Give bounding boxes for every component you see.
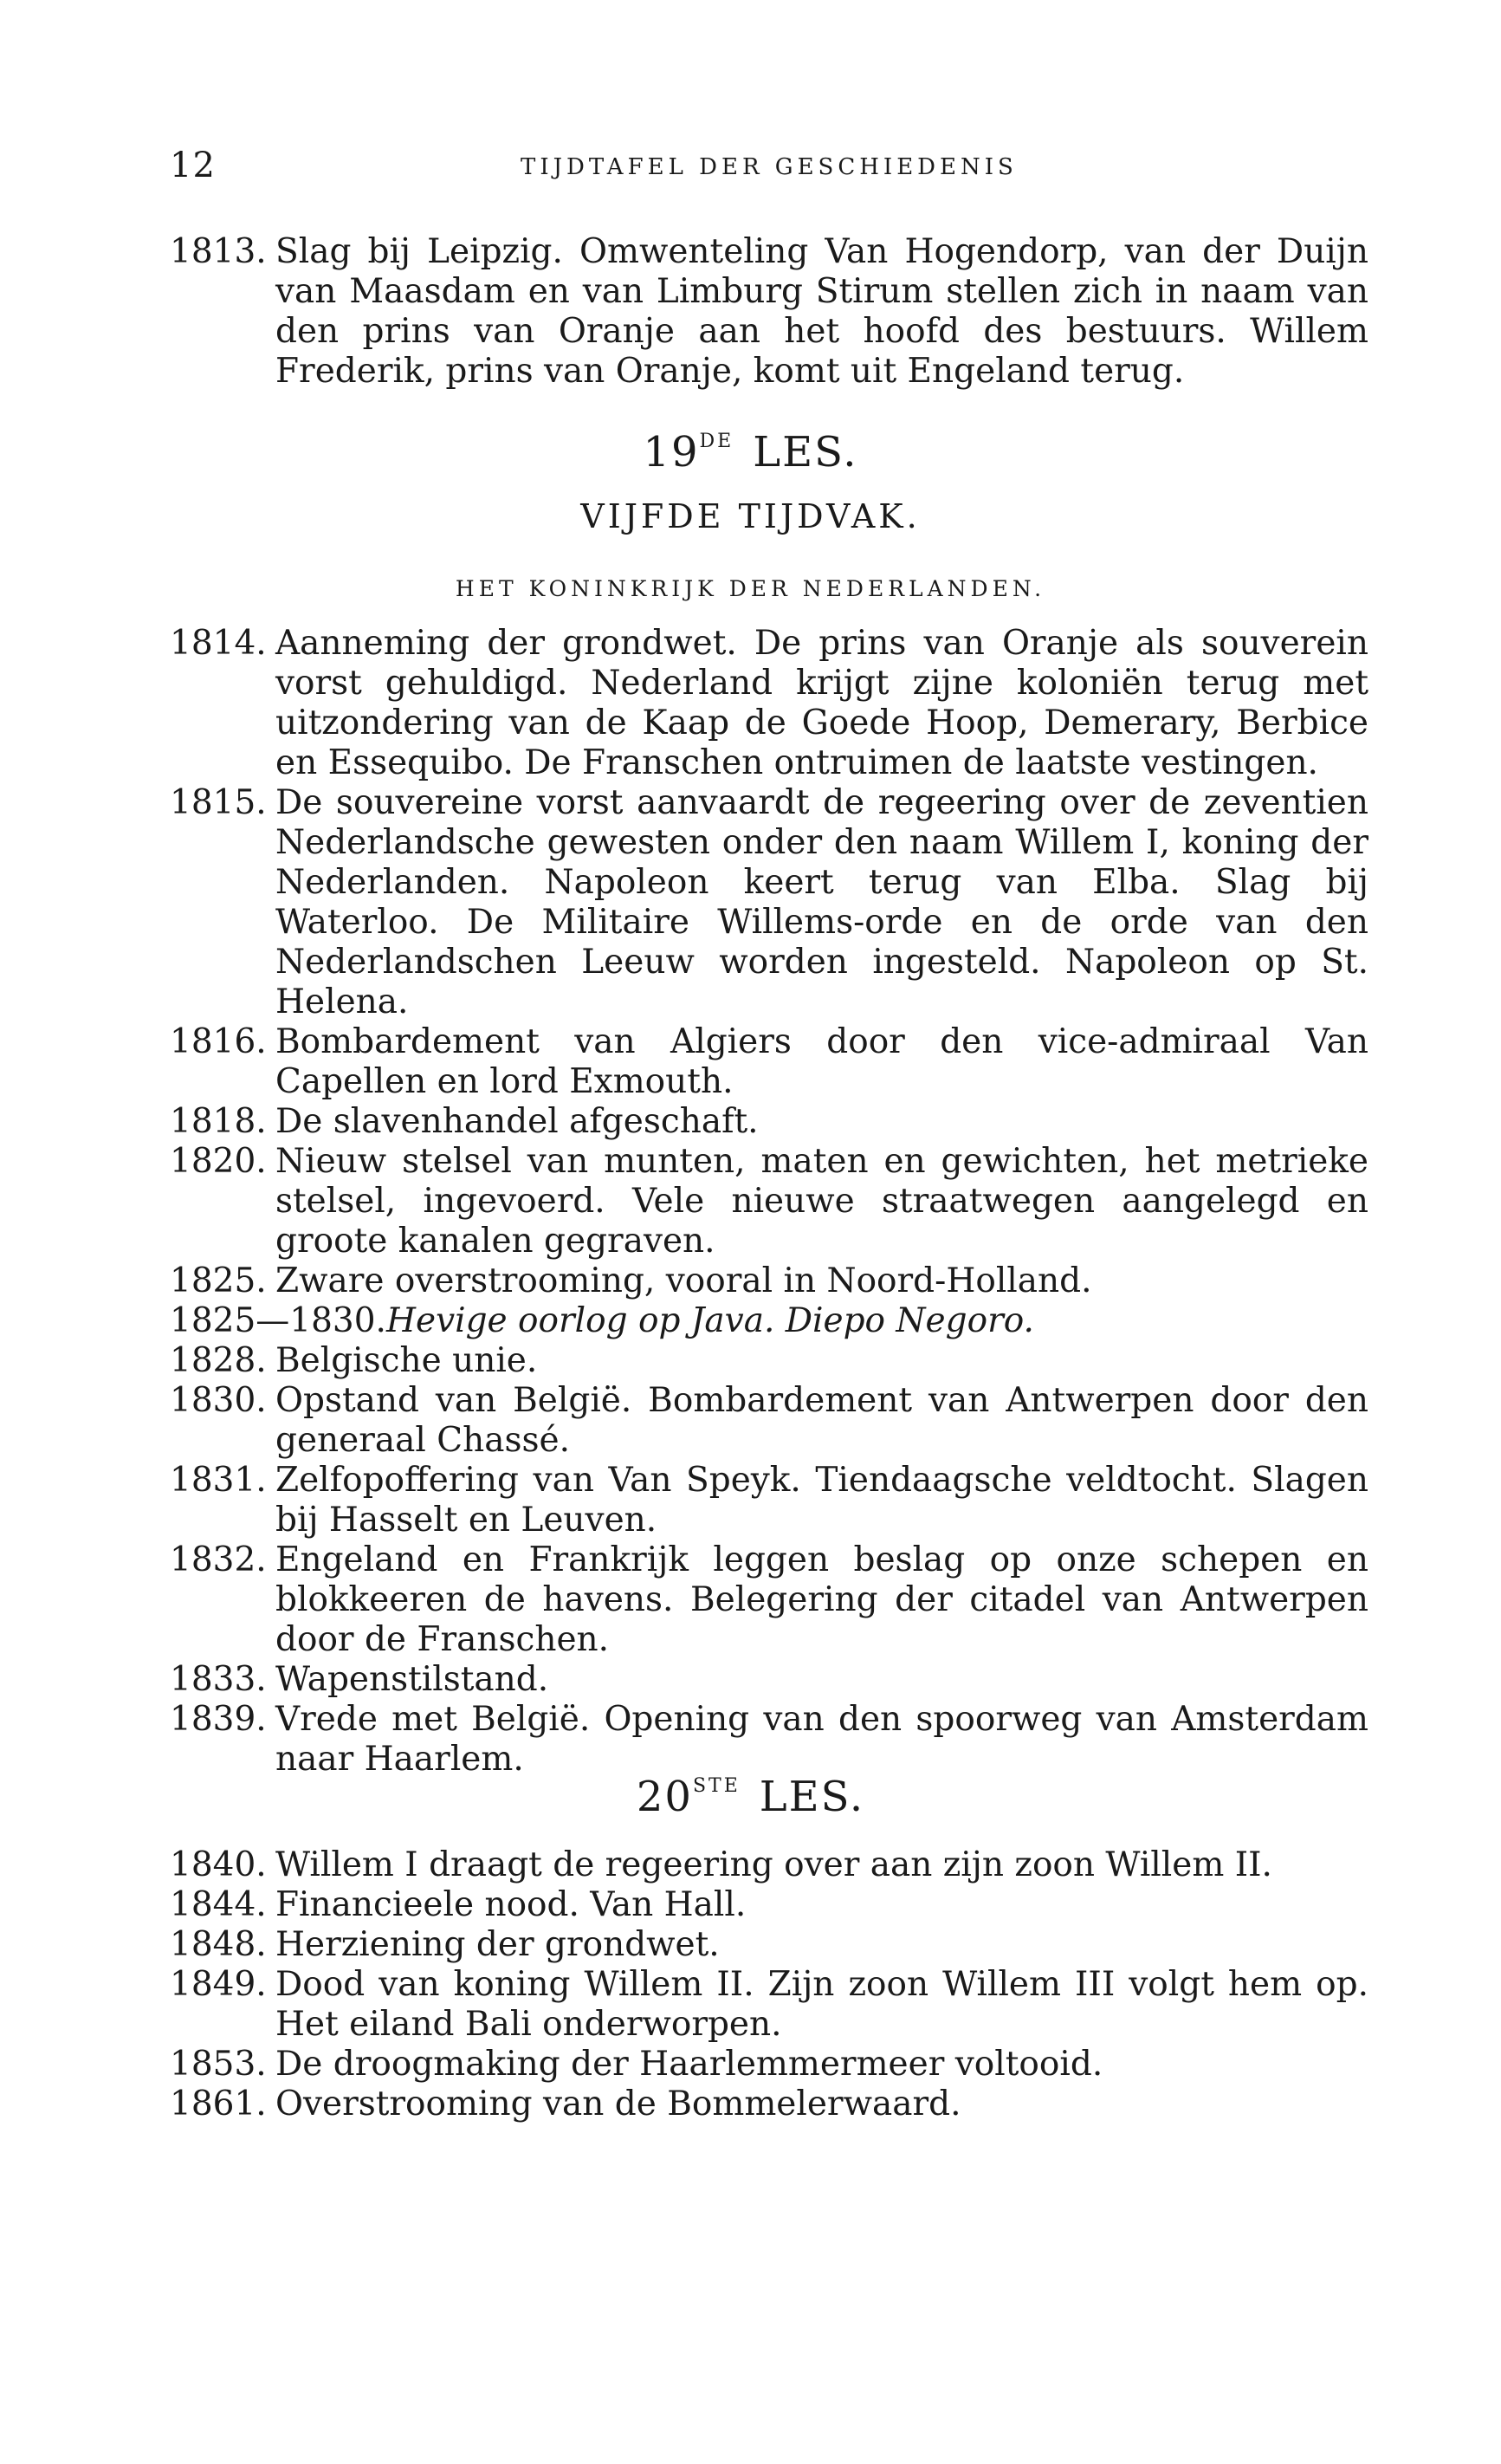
entry-year: 1853. bbox=[170, 2045, 267, 2084]
entry-text: Nieuw stelsel van munten, maten en gewichten, het metrieke stelsel, ingevoerd. Vele nieuwe straatwegen aangelegd en groote kanalen gegraven. bbox=[275, 1142, 1368, 1261]
entry-text: Slag bij Leipzig. Omwenteling Van Hogendorp, van der Duijn van Maasdam en van Limburg Stirum stellen zich in naam van den prins van Oranje aan het hoofd des bestuurs. Willem Frederik, prins van Oranje, komt uit Engeland terug. bbox=[275, 232, 1368, 391]
entry-text: Bombardement van Algiers door den vice-admiraal Van Capellen en lord Exmouth. bbox=[275, 1022, 1368, 1101]
entry-year: 1844. bbox=[170, 1885, 267, 1924]
entry-year: 1833. bbox=[170, 1660, 267, 1699]
chronology-entry bbox=[170, 1261, 1368, 1301]
entry-year: 1814. bbox=[170, 624, 267, 663]
running-title: TIJDTAFEL DER GESCHIEDENIS bbox=[521, 154, 1018, 180]
lesson-suffix: DE bbox=[699, 431, 734, 452]
entry-text: Opstand van België. Bombardement van Antwerpen door den generaal Chassé. bbox=[275, 1381, 1368, 1460]
entry-text: Vrede met België. Opening van den spoorweg van Amsterdam naar Haarlem. bbox=[275, 1700, 1368, 1779]
chronology-entry bbox=[170, 1022, 1368, 1102]
entry-year: 1831. bbox=[170, 1461, 267, 1500]
entry-year: 1861. bbox=[170, 2085, 267, 2124]
entry-text: Willem I draagt de regeering over aan zijn zoon Willem II. bbox=[275, 1845, 1272, 1884]
entry-year: 1832. bbox=[170, 1540, 267, 1579]
entry-year: 1820. bbox=[170, 1142, 267, 1181]
chronology-entry bbox=[170, 1885, 1368, 1925]
chronology-entry bbox=[170, 1301, 1368, 1341]
chronology-entry bbox=[170, 1845, 1368, 1885]
page-number: 12 bbox=[170, 146, 216, 185]
entry-text: De droogmaking der Haarlemmermeer voltooid. bbox=[275, 2045, 1103, 2084]
entry-text: Aanneming der grondwet. De prins van Oranje als souverein vorst gehuldigd. Nederland krijgt zijne koloniën terug met uitzondering van de Kaap de Goede Hoop, Demerary, Berbice en Essequibo. De Franschen ontruimen de laatste vestingen. bbox=[275, 624, 1368, 782]
chronology-entry bbox=[170, 1142, 1368, 1261]
chronology-entry bbox=[170, 232, 1368, 392]
entry-text: Herziening der grondwet. bbox=[275, 1925, 720, 1964]
lesson-20-entries bbox=[170, 1845, 1368, 2124]
entry-text: Hevige oorlog op Java. Diepo Negoro. bbox=[386, 1301, 1034, 1340]
chronology-entry bbox=[170, 2085, 1368, 2124]
entry-year: 1813. bbox=[170, 232, 267, 271]
entry-block-1813 bbox=[170, 232, 1368, 392]
chronology-entry bbox=[170, 1102, 1368, 1142]
entry-year: 1825—1830. bbox=[170, 1301, 386, 1340]
chronology-entry bbox=[170, 1925, 1368, 1965]
lesson-suffix: STE bbox=[692, 1775, 741, 1797]
lesson-19-entries bbox=[170, 624, 1368, 1780]
entry-year: 1849. bbox=[170, 1965, 267, 2004]
lesson-word: LES. bbox=[759, 1773, 865, 1821]
tijdvak-heading: VIJFDE TIJDVAK. bbox=[580, 497, 921, 535]
entry-year: 1828. bbox=[170, 1341, 267, 1380]
chronology-entry bbox=[170, 1700, 1368, 1780]
entry-year: 1848. bbox=[170, 1925, 267, 1964]
chronology-entry bbox=[170, 1341, 1368, 1381]
entry-text: Zware overstrooming, vooral in Noord-Holland. bbox=[275, 1261, 1092, 1300]
entry-text: Financieele nood. Van Hall. bbox=[275, 1885, 747, 1924]
entry-text: Wapenstilstand. bbox=[275, 1660, 549, 1699]
entry-text: Dood van koning Willem II. Zijn zoon Willem III volgt hem op. Het eiland Bali onderworpen. bbox=[275, 1965, 1368, 2044]
lesson-19-heading bbox=[0, 428, 1501, 477]
chronology-entry bbox=[170, 1965, 1368, 2045]
lesson-20-heading bbox=[0, 1773, 1501, 1821]
chronology-entry bbox=[170, 2045, 1368, 2085]
entry-text: De slavenhandel afgeschaft. bbox=[275, 1102, 759, 1141]
lesson-number: 20 bbox=[636, 1773, 693, 1821]
entry-year: 1818. bbox=[170, 1102, 267, 1141]
chronology-entry bbox=[170, 1381, 1368, 1461]
entry-year: 1839. bbox=[170, 1700, 267, 1739]
chronology-entry bbox=[170, 624, 1368, 783]
entry-year: 1816. bbox=[170, 1022, 267, 1061]
entry-text: Belgische unie. bbox=[275, 1341, 538, 1380]
entry-text: Overstrooming van de Bommelerwaard. bbox=[275, 2085, 961, 2124]
chronology-entry bbox=[170, 1660, 1368, 1700]
lesson-number: 19 bbox=[643, 428, 700, 477]
page-header bbox=[170, 146, 1382, 189]
entry-text: De souvereine vorst aanvaardt de regeering over de zeventien Nederlandsche gewesten onder den naam Willem I, koning der Nederlanden. Napoleon keert terug van Elba. Slag bij Waterloo. De Militaire Willems-orde en de orde van den Nederlandschen Leeuw worden ingesteld. Napoleon op St. Helena. bbox=[275, 783, 1368, 1021]
entry-text: Zelfopoffering van Van Speyk. Tiendaagsche veldtocht. Slagen bij Hasselt en Leuven. bbox=[275, 1461, 1368, 1540]
chronology-entry bbox=[170, 1540, 1368, 1660]
entry-text: Engeland en Frankrijk leggen beslag op onze schepen en blokkeeren de havens. Belegering der citadel van Antwerpen door de Franschen. bbox=[275, 1540, 1368, 1659]
chronology-entry bbox=[170, 1461, 1368, 1540]
entry-year: 1825. bbox=[170, 1261, 267, 1300]
lesson-word: LES. bbox=[753, 428, 858, 477]
entry-year: 1840. bbox=[170, 1845, 267, 1884]
koninkrijk-subheading: HET KONINKRIJK DER NEDERLANDEN. bbox=[455, 576, 1046, 601]
entry-year: 1815. bbox=[170, 783, 267, 822]
chronology-entry bbox=[170, 783, 1368, 1022]
entry-year: 1830. bbox=[170, 1381, 267, 1420]
